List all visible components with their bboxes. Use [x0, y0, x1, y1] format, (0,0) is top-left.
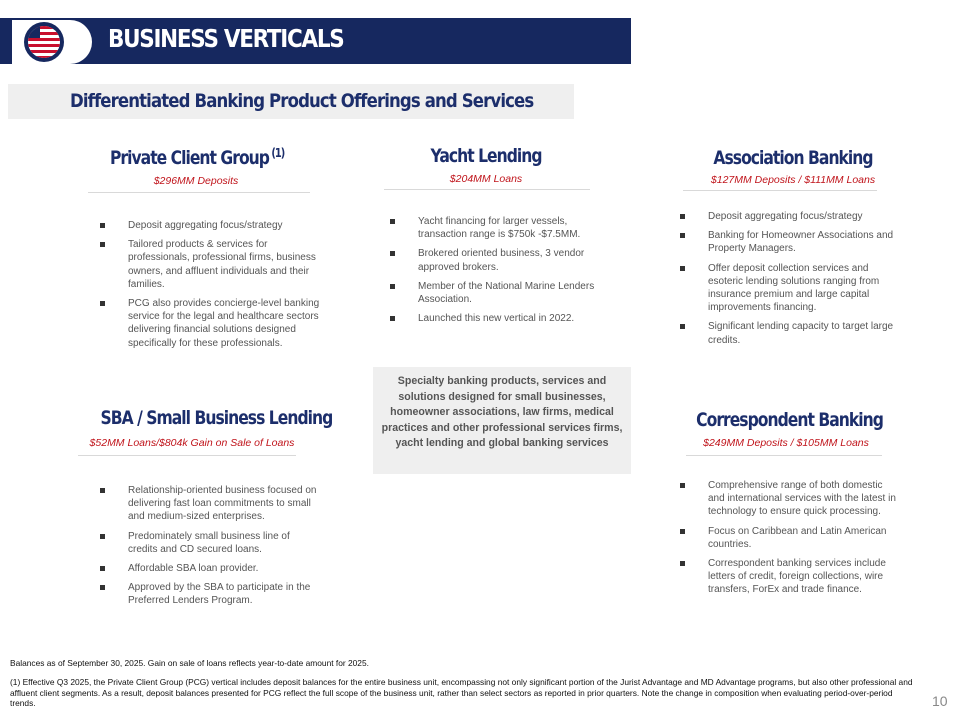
- list-item: Approved by the SBA to participate in the Preferred Lenders Program.: [128, 581, 318, 607]
- list-item: Offer deposit collection services and esoteric lending solutions ranging from insurance premium and large capital improvements financing.: [708, 262, 898, 315]
- correspondent-bullets: [708, 479, 898, 603]
- association-title: Association Banking: [713, 147, 873, 169]
- pcg-footnote: (1) Effective Q3 2025, the Private Client Group (PCG) vertical includes deposit balances for the entire business unit, encompassing not only significant portion of the Jurist Advantage and MD Advantage programs, but also other professional and affluent client segments. As a result, deposit balances presented for PCG reflect the full scope of the business unit, rather than select sectors as reported in prior quarters. Note the change in composition when evaluating period-over-period trends.: [10, 677, 913, 709]
- list-item: Member of the National Marine Lenders Association.: [418, 280, 608, 306]
- logo: [12, 20, 92, 64]
- yacht-metric: $204MM Loans: [449, 173, 523, 185]
- page-subtitle: Differentiated Banking Product Offerings and Services: [70, 90, 534, 112]
- correspondent-metric: $249MM Deposits / $105MM Loans: [703, 437, 869, 449]
- list-item: Significant lending capacity to target large credits.: [708, 320, 898, 346]
- page-number: 10: [932, 693, 948, 709]
- correspondent-title: Correspondent Banking: [696, 409, 883, 431]
- pcg-bullets: [128, 219, 320, 356]
- correspondent-divider: [686, 455, 882, 456]
- list-item: Focus on Caribbean and Latin American countries.: [708, 525, 898, 551]
- list-item: Banking for Homeowner Associations and Property Managers.: [708, 229, 898, 255]
- list-item: Correspondent banking services include letters of credit, foreign collections, wire transfers, ForEx and trade finance.: [708, 557, 898, 597]
- specialty-text: Specialty banking products, services and solutions designed for small businesses, homeowner associations, law firms, medical practices and other professional services firms, yacht lending and global banking services: [381, 375, 623, 449]
- list-item: Comprehensive range of both domestic and international services with the latest in technology to ensure quick processing.: [708, 479, 898, 519]
- page-title: BUSINESS VERTICALS: [108, 24, 344, 53]
- pcg-metric: $296MM Deposits: [153, 175, 239, 187]
- association-metric: $127MM Deposits / $111MM Loans: [710, 174, 876, 186]
- yacht-bullets: [418, 215, 608, 331]
- association-bullets: [708, 210, 898, 353]
- sba-metric: $52MM Loans/$804k Gain on Sale of Loans: [89, 437, 295, 449]
- sba-title: SBA / Small Business Lending: [100, 407, 333, 429]
- list-item: Affordable SBA loan provider.: [128, 562, 318, 575]
- yacht-title: Yacht Lending: [430, 145, 542, 167]
- sba-divider: [78, 455, 296, 456]
- pcg-title: Private Client Group $^{(1)}$: [110, 146, 285, 169]
- list-item: Launched this new vertical in 2022.: [418, 312, 608, 325]
- yacht-divider: [384, 189, 590, 190]
- pcg-footnote-ref: (1): [271, 146, 285, 160]
- list-item: Yacht financing for larger vessels, transaction range is $750k -$7.5MM.: [418, 215, 608, 241]
- flag-globe-icon: [20, 21, 68, 63]
- list-item: Predominately small business line of credits and CD secured loans.: [128, 530, 318, 556]
- sba-bullets: [128, 484, 318, 614]
- list-item: Deposit aggregating focus/strategy: [128, 219, 320, 232]
- association-divider: [683, 190, 877, 191]
- pcg-divider: [88, 192, 310, 193]
- list-item: Deposit aggregating focus/strategy: [708, 210, 898, 223]
- balances-footnote: Balances as of September 30, 2025. Gain on sale of loans reflects year-to-date amount for 2025.: [10, 658, 369, 668]
- list-item: Relationship-oriented business focused on delivering fast loan commitments to small and medium-sized enterprises.: [128, 485, 317, 523]
- list-item: Brokered oriented business, 3 vendor approved brokers.: [418, 247, 608, 273]
- list-item: Tailored products & services for professionals, professional firms, business owners, and affluent individuals and their families.: [128, 238, 320, 291]
- list-item: PCG also provides concierge-level banking service for the legal and healthcare sectors delivering financial solutions designed specifically for these professionals.: [128, 298, 320, 349]
